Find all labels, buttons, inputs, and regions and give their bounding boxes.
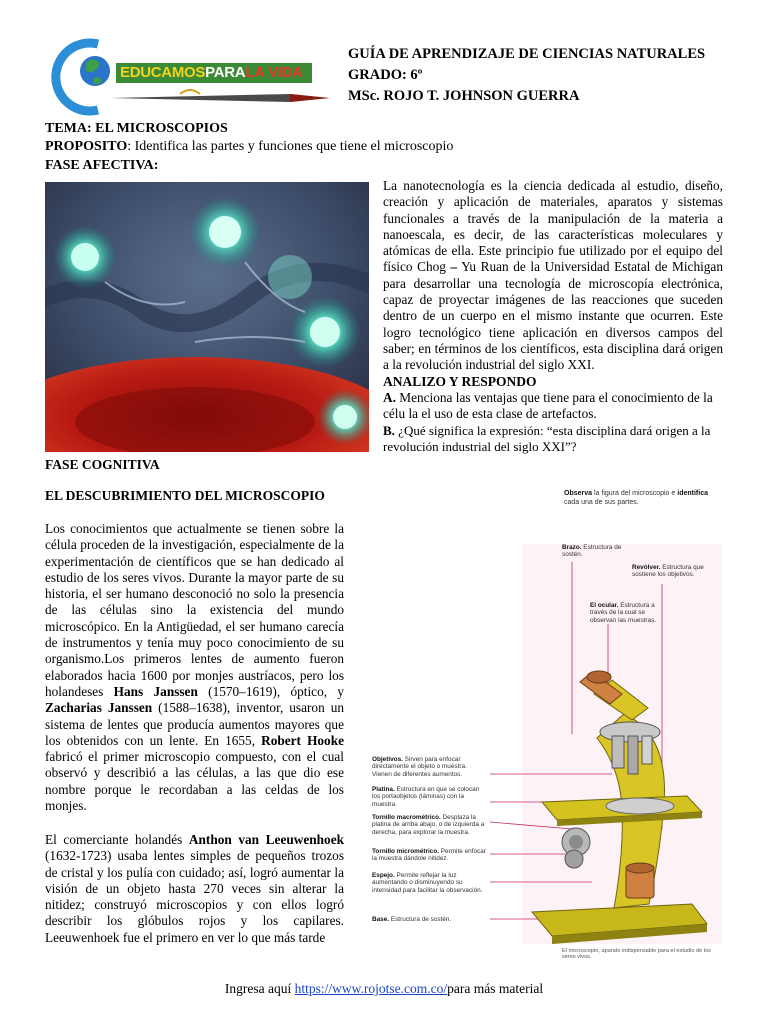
discovery-paragraph-2: El comerciante holandés Anthon van Leeuwenhoek (1632-1723) usaba lentes simples de pequeños trozos de cristal y los pulía con cuidado; así, logró aumentar la visión de un objeto hasta 270 veces sin alterar la nitidez; construyó microscopios y con ellos logró describir los glóbulos rojos y los capilares. Leeuwenhoek fue el primero en ver lo que más tarde [45,832,344,945]
header-subject: GUÍA DE APRENDIZAJE DE CIENCIAS NATURALES [348,46,706,62]
tema-heading: TEMA: EL MICROSCOPIOS [45,121,228,136]
label-platina: Platina. Estructura en que se colocan los portaobjetos (láminas) con la muestra. [372,786,480,808]
website-link[interactable]: https://www.rojotse.com.co/ [294,981,448,996]
logo [40,36,340,116]
discovery-heading: EL DESCUBRIMIENTO DEL MICROSCOPIO [45,488,325,503]
header-grade: GRADO: 6º [348,67,423,83]
question-b: B. ¿Qué significa la expresión: “esta disciplina dará origen a la revolución industrial del siglo XXI”? [383,423,711,455]
label-base: Base. Estructura de sostén. [372,916,452,923]
fase-afectiva-heading: FASE AFECTIVA: [45,158,159,173]
analizo-heading: ANALIZO Y RESPONDO [383,374,537,389]
nanotech-paragraph: La nanotecnología es la ciencia dedicada al estudio, diseño, creación y aplicación de materiales, aparatos y sistemas funcionales a través de la manipulación de la materia a nanoescala, es decir, de las características moleculares y atómicas de ella. Este principio fue utilizado por el equipo del físico Chog – Yu Ruan de la Universidad Estatal de Michigan para desarrollar una tecnología de microscopía electrónica, capaz de proyectar imágenes de las reacciones que suceden dentro de un cuerpo en el mismo instante que ocurren. Este logro tecnológico tiene aplicación en diversos campos del saber; en términos de los científicos, esta disciplina dará origen a la revolución industrial del siglo XXI. [383,178,723,373]
proposito-line: PROPOSITO: Identifica las partes y funciones que tiene el microscopio [45,139,454,154]
logo-wordmark: EDUCAMOSPARALA VIDA [120,64,303,81]
label-ocular: El ocular. Estructura a través de la cual se observan las muestras. [590,602,657,624]
figure-caption: El microscopio, aparato indispensable para el estudio de los seres vivos. [562,948,711,961]
label-brazo: Brazo. Estructura de sostén. [562,544,622,559]
microscope-figure [362,484,728,962]
label-tornillo-micrometrico: Tornillo micrométrico. Permite enfocar la muestra dándole nitidez. [372,848,486,863]
figure-instruction: Observa la figura del microscopio e identifica cada una de sus partes. [564,490,708,506]
header-teacher: MSc. ROJO T. JOHNSON GUERRA [348,88,580,104]
fase-cognitiva-heading: FASE COGNITIVA [45,457,160,472]
label-objetivos: Objetivos. Sirven para enfocar directamente el objeto o muestra. Vienen de diferentes aumentos. [372,756,467,778]
footer: Ingresa aquí https://www.rojotse.com.co/para más material [224,981,544,996]
nanotech-image [45,182,369,452]
discovery-paragraph-1: Los conocimientos que actualmente se tienen sobre la célula proceden de la investigación, especialmente de la experimentación de científicos que se han dedicado al estudio de los seres vivos. Durante la mayor parte de su historia, el ser humano desconoció no solo la presencia de las células sino la existencia del mundo microscópico. En la Antigüedad, el ser humano carecía de instrumentos y tenía muy poco conocimiento de su organismo.Los primeros lentes de aumento fueron elaborados hacia 1600 por monjes austríacos, pero los holandeses Hans Janssen (1570–1619), óptico, y Zacharias Janssen (1588–1638), inventor, usaron un sistema de lentes que producía aumentos mayores que los obtenidos con un lente. En 1655, Robert Hooke fabricó el primer microscopio compuesto, con el cual observó y describió a las células, a las que dio ese nombre porque le recordaban a las celdas de los monjes. [45,521,344,814]
question-a: A. Menciona las ventajas que tiene para el conocimiento de la célu la el uso de esta clase de artefactos. [383,390,713,422]
label-tornillo-macrometrico: Tornillo macrométrico. Desplaza la platina de arriba abajo, o de izquierda a derecha, para explorar la muestra. [372,814,485,836]
label-revolver: Revólver. Estructura que sostiene los objetivos. [632,564,704,579]
label-espejo: Espejo. Permite reflejar la luz aumentando o disminuyendo su intensidad para facilitar la observación. [372,872,483,894]
document-header [348,44,705,107]
